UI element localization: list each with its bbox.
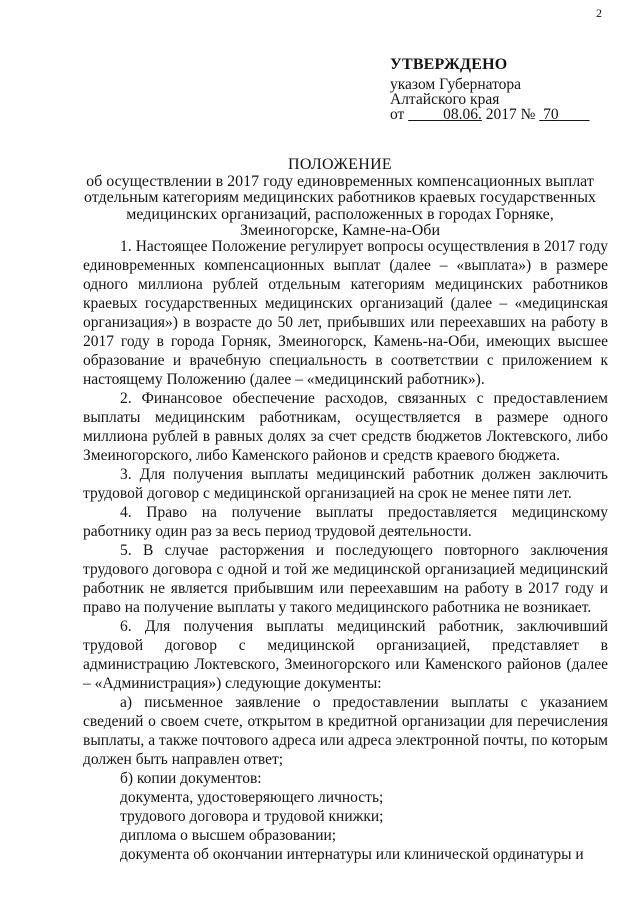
paragraph-3: 3. Для получения выплаты медицинский работник должен заключить трудовой договор с медицинской организацией на срок не менее пяти лет. (83, 466, 608, 502)
paragraph-6: 6. Для получения выплаты медицинский работник, заключивший трудовой договор с медицинской организацией, представляет в администрацию Локтевского, Змеиногорского или Каменского районов (далее – «Администрация») следующие документы: (83, 618, 608, 692)
document-subtitle-line-2: отдельным категориям медицинских работников краевых государственных (83, 189, 597, 206)
document-list-item-diploma: диплома о высшем образовании; (120, 827, 337, 844)
paragraph-1: 1. Настоящее Положение регулирует вопросы осуществления в 2017 году единовременных компенсационных выплат (далее – «выплата») в размере одного миллиона рублей отдельным категориям медицинских работников краевых государственных медицинских организаций (далее – «медицинская организация») в возрасте до 50 лет, прибывших или переехавших на работу в 2017 году в города Горняк, Змеиногорск, Камень-на-Оби, имеющих высшее образование и врачебную специальность в соответствии с приложением к настоящему Положению (далее – «медицинский работник»). (83, 238, 608, 388)
document-subtitle-line-3: медицинских организаций, расположенных в городах Горняке, (126, 205, 554, 223)
approval-date (408, 106, 482, 123)
approval-number (539, 106, 589, 123)
page-number: 2 (596, 6, 602, 20)
approved-by-line2: Алтайского края (390, 91, 500, 108)
document-body (83, 237, 608, 864)
document-subtitle-line-4: Змеиногорске, Камне-на-Оби (239, 222, 441, 239)
paragraph-4: 4. Право на получение выплаты предоставляется медицинскому работнику один раз за весь период трудовой деятельности. (83, 504, 608, 540)
approval-date-line (390, 107, 610, 122)
document-subtitle-line-1: об осуществлении в 2017 году единовременных компенсационных выплат (86, 172, 594, 190)
approval-year: 2017 № (481, 106, 536, 123)
document-list-item-internship: документа об окончании интернатуры или клинической ординатуры и (120, 846, 584, 863)
paragraph-6a: а) письменное заявление о предоставлении выплаты с указанием сведений о своем счете, открытом в кредитной организации для перечисления выплаты, а также почтового адреса или адреса электронной почты, по которым должен быть направлен ответ; (83, 694, 608, 768)
document-title: ПОЛОЖЕНИЕ (287, 156, 392, 173)
paragraph-6b: б) копии документов: (120, 770, 262, 787)
approval-block (390, 57, 610, 122)
approved-by-line1: указом Губернатора (390, 76, 522, 93)
date-prefix: от (390, 106, 405, 123)
approval-number-value: 70 (543, 106, 559, 123)
approval-date-value: 08.06. (443, 106, 482, 123)
approved-label: УТВЕРЖДЕНО (390, 56, 508, 73)
paragraph-5: 5. В случае расторжения и последующего повторного заключения трудового договора с одной и той же медицинской организацией медицинский работник не является прибывшим или переехавшим на работу в 2017 году и право на получение выплаты у такого медицинского работника не возникает. (83, 542, 608, 616)
paragraph-2: 2. Финансовое обеспечение расходов, связанных с предоставлением выплаты медицинским работникам, осуществляется в размере одного миллиона рублей в равных долях за счет средств бюджетов Локтевского, либо Змеиногорского, либо Каменского районов и средств краевого бюджета. (83, 390, 608, 464)
document-list-item-contract: трудового договора и трудовой книжки; (120, 808, 384, 825)
document-heading (60, 157, 620, 240)
document-list-item-id: документа, удостоверяющего личность; (120, 789, 384, 806)
